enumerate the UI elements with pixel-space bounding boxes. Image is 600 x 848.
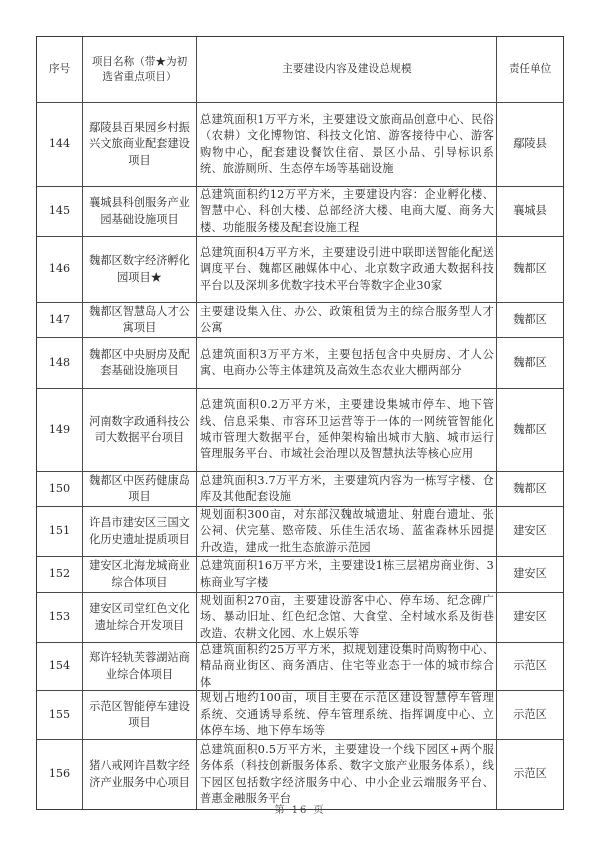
project-name: 鄢陵县百果园乡村振兴文旅商业配套建设项目	[83, 103, 197, 186]
construction-content: 规划面积300亩，对东部汉魏故城遗址、射鹿台遗址、张公祠、伏完墓、愍帝陵、乐佳生活农场、蓝雀森林乐园提升改造，建成一批生态旅游示范园	[197, 507, 497, 556]
serial-number: 150	[37, 472, 83, 506]
project-name: 魏都区智慧岛人才公寓项目	[83, 303, 197, 337]
construction-content: 总建筑面积约25万平方米，拟规划建设集时尚购物中心、精品商业街区、商务酒店、住宅等业态于一体的城市综合体	[197, 643, 497, 690]
project-name: 建安区北海龙城商业综合体项目	[83, 557, 197, 592]
construction-content: 总建筑面积1万平方米，主要建设文旅商品创意中心、民俗（农耕）文化博物馆、科技文化馆、游客接待中心、游客购物中心，配套建设餐饮住宿、景区小品、引导标识系统、旅游厕所、生态停车场等基础设施	[197, 103, 497, 186]
header-serial-number: 序号	[37, 37, 83, 102]
responsible-unit: 襄城县	[513, 204, 547, 218]
responsible-unit: 魏都区	[513, 312, 547, 326]
construction-content: 总建筑面积4万平方米，主要建设引进中联即送智能化配送调度平台、魏都区融媒体中心、北京数字政通大数据科技平台以及深圳多优数字技术平台等数字企业30家	[197, 237, 497, 302]
responsible-unit: 建安区	[513, 524, 547, 538]
serial-number: 144	[37, 103, 83, 186]
serial-number: 154	[37, 643, 83, 690]
table-row	[37, 691, 563, 740]
construction-content: 总建筑面积0.2万平方米，主要建设集城市停车、地下管线、信息采集、市容环卫运营等于一体的一网统管智能化城市管理大数据平台，延伸架构输出城市大脑、城市运行管理服务平台、市域社会治理以及智慧执法等核心应用	[197, 389, 497, 471]
project-name: 建安区司堂红色文化遗址综合开发项目	[83, 593, 197, 642]
responsible-unit: 魏都区	[513, 481, 547, 495]
table-row	[37, 303, 563, 338]
serial-number: 146	[37, 237, 83, 302]
project-name: 魏都区数字经济孵化园项目★	[83, 237, 197, 302]
header-construction-content: 主要建设内容及建设总规模	[197, 37, 497, 102]
project-name: 河南数字政通科技公司大数据平台项目	[83, 389, 197, 471]
responsible-unit: 鄢陵县	[513, 137, 547, 151]
project-name: 襄城县科创服务产业园基础设施项目	[83, 187, 197, 236]
serial-number: 148	[37, 338, 83, 388]
construction-content: 总建筑面积约12万平方米，主要建设内容：企业孵化楼、智慧中心、科创大楼、总部经济大楼、电商大厦、商务大楼、功能服务楼及配套设施工程	[197, 187, 497, 236]
responsible-unit: 示范区	[513, 767, 547, 781]
construction-content: 规划面积270亩，主要建设游客中心、停车场、纪念碑广场、暴动旧址、红色纪念馆、大食堂、全村域水系及街巷改造、农耕文化园、水上娱乐等	[197, 593, 497, 642]
construction-content: 总建筑面积0.5万平方米，主要建设一个线下园区+两个服务体系（科技创新服务体系、数字文旅产业服务体系），线下园区包括数字经济服务中心、中小企业云端服务平台、普惠金融服务平台	[197, 740, 497, 809]
construction-content: 规划占地约100亩，项目主要在示范区建设智慧停车管理系统、交通诱导系统、停车管理系统、指挥调度中心、立体停车场、地下停车场等	[197, 691, 497, 739]
table-row	[37, 389, 563, 472]
table-row	[37, 187, 563, 237]
responsible-unit: 魏都区	[513, 422, 547, 436]
serial-number: 149	[37, 389, 83, 471]
table-row	[37, 643, 563, 691]
responsible-unit: 示范区	[513, 659, 547, 673]
project-name: 郑许轻轨芙蓉湖站商业综合体项目	[83, 643, 197, 690]
project-table	[36, 36, 564, 810]
serial-number: 151	[37, 507, 83, 556]
table-row	[37, 103, 563, 187]
construction-content: 主要建设集入住、办公、政策租赁为主的综合服务型人才公寓	[197, 303, 497, 337]
table-row	[37, 593, 563, 643]
serial-number: 153	[37, 593, 83, 642]
header-project-name: 项目名称（带★为初选省重点项目）	[83, 37, 197, 102]
project-name: 魏都区中医药健康岛项目	[83, 472, 197, 506]
table-row	[37, 507, 563, 557]
serial-number: 156	[37, 740, 83, 809]
table-header-row	[37, 37, 563, 103]
table-row	[37, 237, 563, 303]
page-number: 第 16 页	[274, 805, 326, 816]
project-name: 猪八戒网许昌数字经济产业服务中心项目	[83, 740, 197, 809]
serial-number: 145	[37, 187, 83, 236]
project-name: 魏都区中央厨房及配套基础设施项目	[83, 338, 197, 388]
construction-content: 总建筑面积16万平方米，主要建设1栋三层裙房商业街、3栋商业写字楼	[197, 557, 497, 592]
project-name: 示范区智能停车建设项目	[83, 691, 197, 739]
responsible-unit: 建安区	[513, 610, 547, 624]
header-responsible-unit: 责任单位	[508, 63, 552, 76]
responsible-unit: 魏都区	[513, 355, 547, 369]
table-row	[37, 338, 563, 389]
construction-content: 总建筑面积3.7万平方米，主要建筑内容为一栋写字楼、仓库及其他配套设施	[197, 472, 497, 506]
serial-number: 155	[37, 691, 83, 739]
serial-number: 152	[37, 557, 83, 592]
table-row	[37, 740, 563, 809]
serial-number: 147	[37, 303, 83, 337]
responsible-unit: 示范区	[513, 707, 547, 721]
construction-content: 总建筑面积3万平方米，主要包括包含中央厨房、才人公寓、电商办公等主体建筑及高效生态农业大棚两部分	[197, 338, 497, 388]
responsible-unit: 建安区	[513, 567, 547, 581]
table-row	[37, 557, 563, 593]
project-name: 许昌市建安区三国文化历史遗址提质项目	[83, 507, 197, 556]
responsible-unit: 魏都区	[513, 262, 547, 276]
table-row	[37, 472, 563, 507]
